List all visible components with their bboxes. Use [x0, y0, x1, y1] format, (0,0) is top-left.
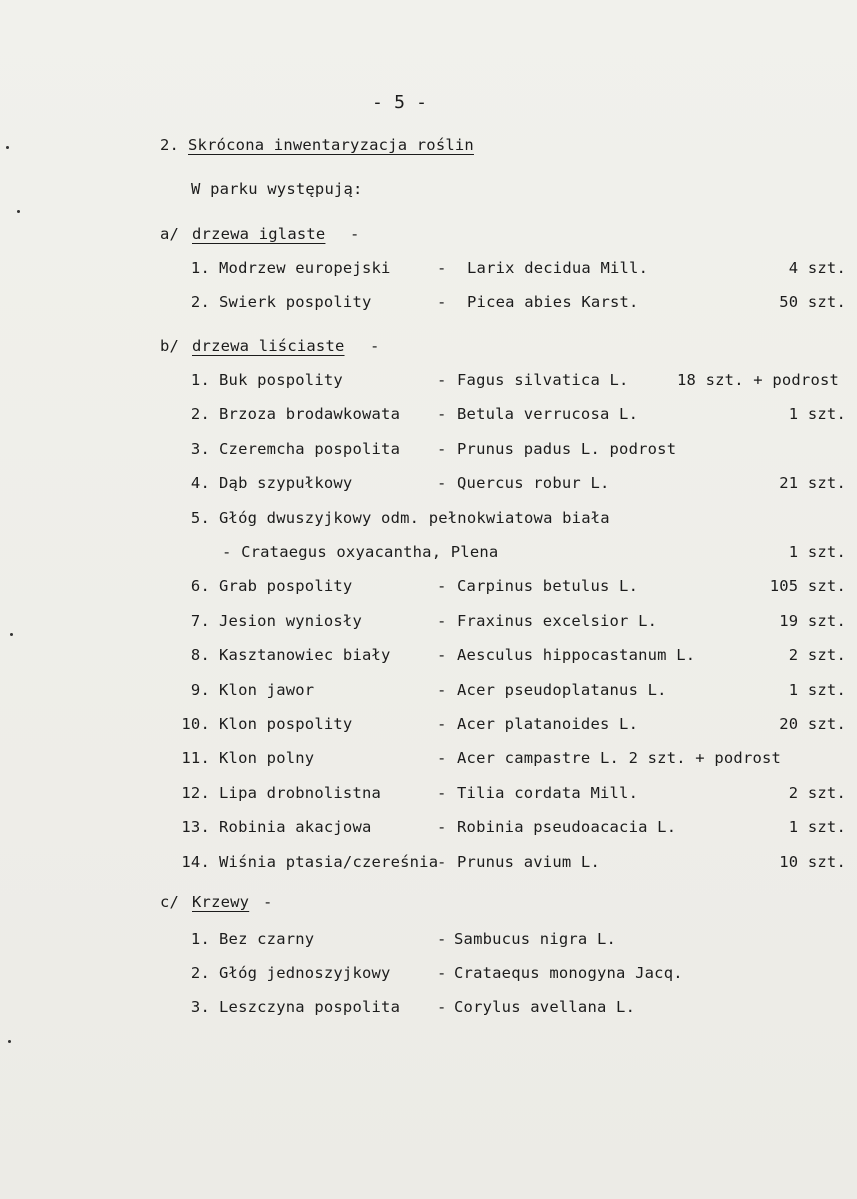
- item-number: 10.: [181, 715, 210, 733]
- common-name: Swierk pospolity: [219, 293, 372, 311]
- latin-name: Carpinus betulus L.: [457, 577, 639, 596]
- separator-dash: -: [437, 749, 447, 768]
- separator-dash: -: [437, 259, 447, 277]
- item-number: 2.: [190, 964, 210, 982]
- common-name: Głóg dwuszyjkowy odm. pełnokwiatowa biała: [219, 508, 610, 527]
- latin-name: Tilia cordata Mill.: [457, 783, 639, 802]
- deciduous-heading-prefix: b/: [160, 337, 180, 355]
- item-number: 3.: [190, 439, 210, 458]
- quantity: 105 szt.: [769, 577, 846, 596]
- shrubs-heading-prefix: c/: [160, 893, 180, 911]
- item-number: 14.: [181, 852, 210, 871]
- common-name: Kasztanowiec biały: [219, 646, 391, 665]
- common-name: Grab pospolity: [219, 577, 353, 596]
- section-number: 2.: [160, 136, 180, 154]
- separator-dash: -: [437, 930, 447, 948]
- common-name: Głóg jednoszyjkowy: [219, 964, 391, 982]
- latin-name: Corylus avellana L.: [454, 998, 636, 1016]
- common-name: Brzoza brodawkowata: [219, 405, 401, 424]
- latin-name: Acer pseudoplatanus L.: [457, 680, 667, 699]
- item-number: 12.: [181, 783, 210, 802]
- quantity: 1 szt.: [788, 680, 846, 699]
- deciduous-heading: drzewa liściaste: [192, 337, 345, 355]
- latin-name: Robinia pseudoacacia L.: [457, 818, 677, 837]
- latin-name: Betula verrucosa L.: [457, 405, 639, 424]
- separator-dash: -: [437, 293, 447, 311]
- quantity: 1 szt.: [788, 405, 846, 424]
- deciduous-heading-dash: -: [370, 337, 380, 355]
- common-name: Jesion wyniosły: [219, 611, 362, 630]
- margin-mark: [17, 210, 20, 213]
- latin-name: Picea abies Karst.: [467, 293, 639, 311]
- quantity: 21 szt.: [779, 474, 846, 493]
- latin-name: Prunus avium L.: [457, 852, 600, 871]
- separator-dash: -: [437, 577, 447, 596]
- separator-dash: -: [437, 998, 447, 1016]
- common-name: Leszczyna pospolita: [219, 998, 401, 1016]
- item-number: 11.: [181, 749, 210, 768]
- item-number: 4.: [190, 474, 210, 493]
- quantity: 1 szt.: [788, 543, 846, 561]
- shrubs-heading: Krzewy: [192, 893, 250, 911]
- latin-name: Acer campastre L. 2 szt. + podrost: [457, 749, 782, 768]
- common-name: Klon polny: [219, 749, 315, 768]
- separator-dash: -: [437, 852, 447, 871]
- item-number: 3.: [190, 998, 210, 1016]
- latin-name: Sambucus nigra L.: [454, 930, 617, 948]
- quantity: 18 szt. + podrost: [677, 371, 840, 389]
- quantity: 20 szt.: [779, 715, 846, 733]
- quantity: 4 szt.: [788, 259, 846, 277]
- common-name: Modrzew europejski: [219, 259, 391, 277]
- item-number: 5.: [190, 508, 210, 527]
- separator-dash: -: [437, 474, 447, 493]
- latin-name: Acer platanoides L.: [457, 715, 639, 733]
- common-name: Bez czarny: [219, 930, 315, 948]
- item-number: 2.: [190, 405, 210, 424]
- latin-name: Prunus padus L. podrost: [457, 439, 677, 458]
- item-number: 13.: [181, 818, 210, 837]
- latin-name: Aesculus hippocastanum L.: [457, 646, 696, 665]
- common-name: - Crataegus oxyacantha, Plena: [222, 543, 499, 561]
- quantity: 1 szt.: [788, 818, 846, 837]
- item-number: 7.: [190, 611, 210, 630]
- separator-dash: -: [437, 783, 447, 802]
- item-number: 9.: [190, 680, 210, 699]
- item-number: 1.: [190, 930, 210, 948]
- section-title: Skrócona inwentaryzacja roślin: [188, 136, 474, 154]
- item-number: 6.: [190, 577, 210, 596]
- shrubs-heading-dash: -: [263, 893, 273, 911]
- item-number: 8.: [190, 646, 210, 665]
- separator-dash: -: [437, 680, 447, 699]
- separator-dash: -: [437, 611, 447, 630]
- latin-name: Quercus robur L.: [457, 474, 610, 493]
- common-name: Dąb szypułkowy: [219, 474, 353, 493]
- margin-mark: [8, 1040, 11, 1043]
- conifers-heading-prefix: a/: [160, 225, 180, 243]
- quantity: 50 szt.: [779, 293, 846, 311]
- page-number: - 5 -: [372, 92, 428, 113]
- quantity: 2 szt.: [788, 783, 846, 802]
- separator-dash: -: [437, 439, 447, 458]
- item-number: 2.: [190, 293, 210, 311]
- separator-dash: -: [437, 405, 447, 424]
- conifers-heading-dash: -: [350, 225, 360, 243]
- item-number: 1.: [190, 259, 210, 277]
- common-name: Robinia akacjowa: [219, 818, 372, 837]
- separator-dash: -: [437, 371, 447, 389]
- quantity: 2 szt.: [788, 646, 846, 665]
- separator-dash: -: [437, 818, 447, 837]
- separator-dash: -: [437, 646, 447, 665]
- quantity: 19 szt.: [779, 611, 846, 630]
- quantity: 10 szt.: [779, 852, 846, 871]
- latin-name: Crataequs monogyna Jacq.: [454, 964, 683, 982]
- latin-name: Fagus silvatica L.: [457, 371, 629, 389]
- separator-dash: -: [437, 715, 447, 733]
- conifers-heading: drzewa iglaste: [192, 225, 326, 243]
- separator-dash: -: [437, 964, 447, 982]
- common-name: Lipa drobnolistna: [219, 783, 382, 802]
- common-name: Klon pospolity: [219, 715, 353, 733]
- intro-text: W parku występują:: [191, 180, 363, 198]
- margin-mark: [6, 146, 9, 149]
- common-name: Buk pospolity: [219, 371, 343, 389]
- common-name: Klon jawor: [219, 680, 315, 699]
- latin-name: Larix decidua Mill.: [467, 259, 649, 277]
- item-number: 1.: [190, 371, 210, 389]
- margin-mark: [10, 633, 13, 636]
- latin-name: Fraxinus excelsior L.: [457, 611, 658, 630]
- common-name: Czeremcha pospolita: [219, 439, 401, 458]
- common-name: Wiśnia ptasia/czereśnia: [219, 852, 439, 871]
